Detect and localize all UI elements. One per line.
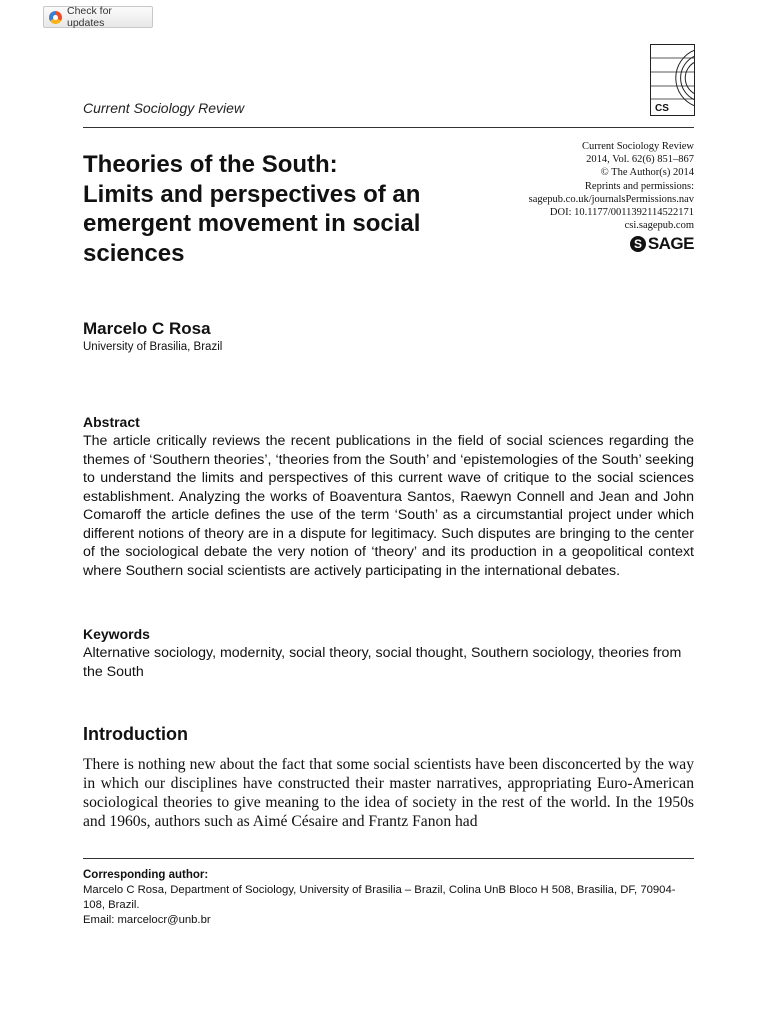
footnote-rule: [83, 858, 694, 859]
meta-journal-name: Current Sociology Review: [582, 141, 694, 152]
introduction-heading: Introduction: [83, 724, 188, 744]
abstract-heading: Abstract: [83, 414, 140, 430]
header-rule: [83, 127, 694, 128]
abstract-section: [83, 414, 694, 580]
abstract-text: The article critically reviews the recent publications in the field of social sciences regarding the themes of ‘Southern theories’, ‘theories from the South’ and ‘epistemologies of the South’ seeking to understand the limits and perspectives of this current wave of critique to the social sciences establishment. Analyzing the works of Boaventura Santos, Raewyn Connell and Jean and John Comaroff the article defines the use of the term ‘South’ as a circumstantial project under which different notions of theory are in a dispute for legitimacy. Such disputes are bringing to the center of the sociological debate the very notion of ‘theory’ and its production in a geopolitical context where Southern social scientists are actively participating in the international debates.: [83, 433, 694, 579]
title-line: Limits and perspectives of an: [83, 180, 421, 208]
author-affiliation: University of Brasilia, Brazil: [83, 341, 223, 353]
journal-running-head: Current Sociology Review: [83, 100, 245, 116]
meta-journal-url[interactable]: csi.sagepub.com: [624, 220, 694, 232]
footnote-email[interactable]: Email: marcelocr@unb.br: [83, 914, 211, 926]
keywords-heading: Keywords: [83, 626, 150, 642]
article-title: [83, 150, 483, 268]
footnote-heading: Corresponding author:: [83, 869, 209, 881]
corresponding-author-footnote: [83, 868, 694, 928]
title-line: emergent movement in social: [83, 210, 421, 237]
journal-logo-icon: [650, 44, 695, 116]
introduction-text: There is nothing new about the fact that some social scientists have been disconcerted by the way in which our disciplines have constructed their master narratives, appropriating Euro-American sociological theories to give meaning to the idea of society in the rest of the world. In the 1950s and 1960s, authors such as Aimé Césaire and Frantz Fanon had: [83, 756, 694, 830]
check-for-updates-button[interactable]: [43, 6, 153, 28]
sage-logo-icon: S: [630, 236, 646, 252]
keywords-text: Alternative sociology, modernity, social theory, social thought, Southern sociology, theories from the South: [83, 645, 682, 680]
meta-volume: 2014, Vol. 62(6) 851–867: [586, 154, 694, 166]
publisher-name: SAGE: [647, 234, 694, 253]
publisher-logo: [630, 234, 694, 254]
journal-logo-text: CS: [655, 103, 669, 114]
keywords-section: [83, 626, 694, 681]
journal-meta: [529, 140, 694, 232]
meta-reprints: Reprints and permissions:: [584, 180, 694, 192]
author-name: Marcelo C Rosa: [83, 319, 211, 338]
meta-copyright: © The Author(s) 2014: [600, 167, 694, 179]
check-for-updates-label: Check for updates: [67, 5, 112, 29]
title-line: sciences: [83, 239, 185, 267]
title-line: Theories of the South:: [83, 151, 338, 178]
meta-permissions-link[interactable]: sagepub.co.uk/journalsPermissions.nav: [528, 193, 694, 205]
meta-doi[interactable]: DOI: 10.1177/0011392114522171: [549, 207, 694, 219]
crossmark-icon: [49, 11, 62, 24]
footnote-address: Marcelo C Rosa, Department of Sociology, University of Brasilia – Brazil, Colina UnB Bloco H 508, Brasilia, DF, 70904-108, Brazil.: [83, 884, 676, 911]
